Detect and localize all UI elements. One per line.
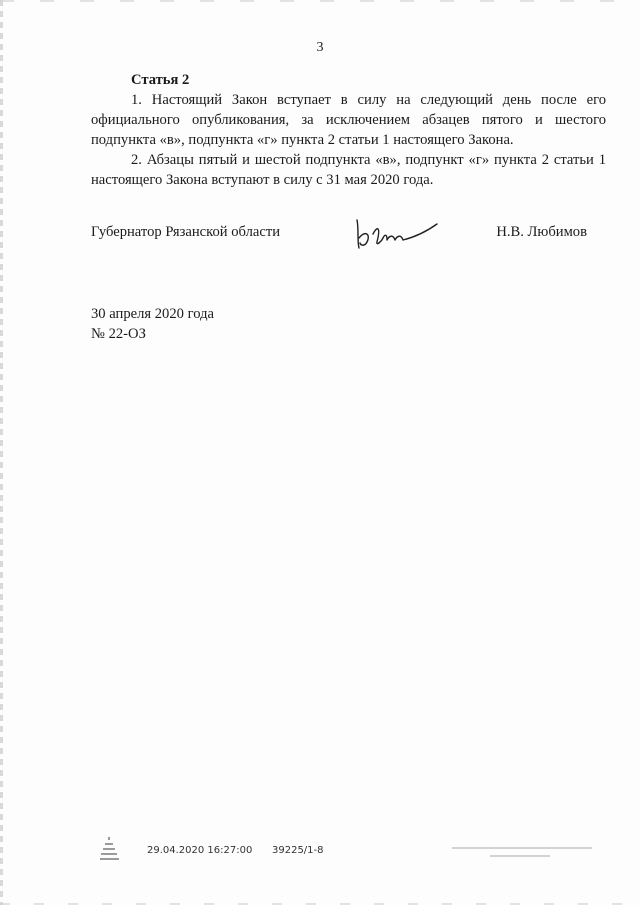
page-number: 3 xyxy=(316,40,324,55)
signature-row xyxy=(91,224,591,252)
scan-edge-left xyxy=(0,0,3,905)
article-paragraph-1: 1. Настоящий Закон вступает в силу на следующий день после его официального опубликования, за исключением абзацев пятого и шестого подпункта «в», подпункта «г» пункта 2 статьи 1 настоящего Закона. xyxy=(91,92,606,148)
signatory-name: Н.В. Любимов xyxy=(496,224,587,240)
signatory-title: Губернатор Рязанской области xyxy=(91,224,281,240)
law-number: № 22-ОЗ xyxy=(91,326,146,342)
adoption-date: 30 апреля 2020 года xyxy=(91,306,214,322)
article-title: Статья 2 xyxy=(131,72,190,88)
article-paragraph-2: 2. Абзацы пятый и шестой подпункта «в», подпункт «г» пункта 2 статьи 1 настоящего Закона вступают в силу с 31 мая 2020 года. xyxy=(91,152,606,188)
adoption-block xyxy=(91,304,214,344)
article-section xyxy=(91,70,606,190)
faded-stamp-mark xyxy=(450,843,600,861)
scan-edge-top xyxy=(0,0,640,2)
footer-timestamp: 29.04.2020 16:27:00 xyxy=(147,845,253,856)
registration-mark-icon xyxy=(98,835,122,865)
footer-code: 39225/1-8 xyxy=(272,845,324,856)
handwritten-signature xyxy=(351,212,441,252)
